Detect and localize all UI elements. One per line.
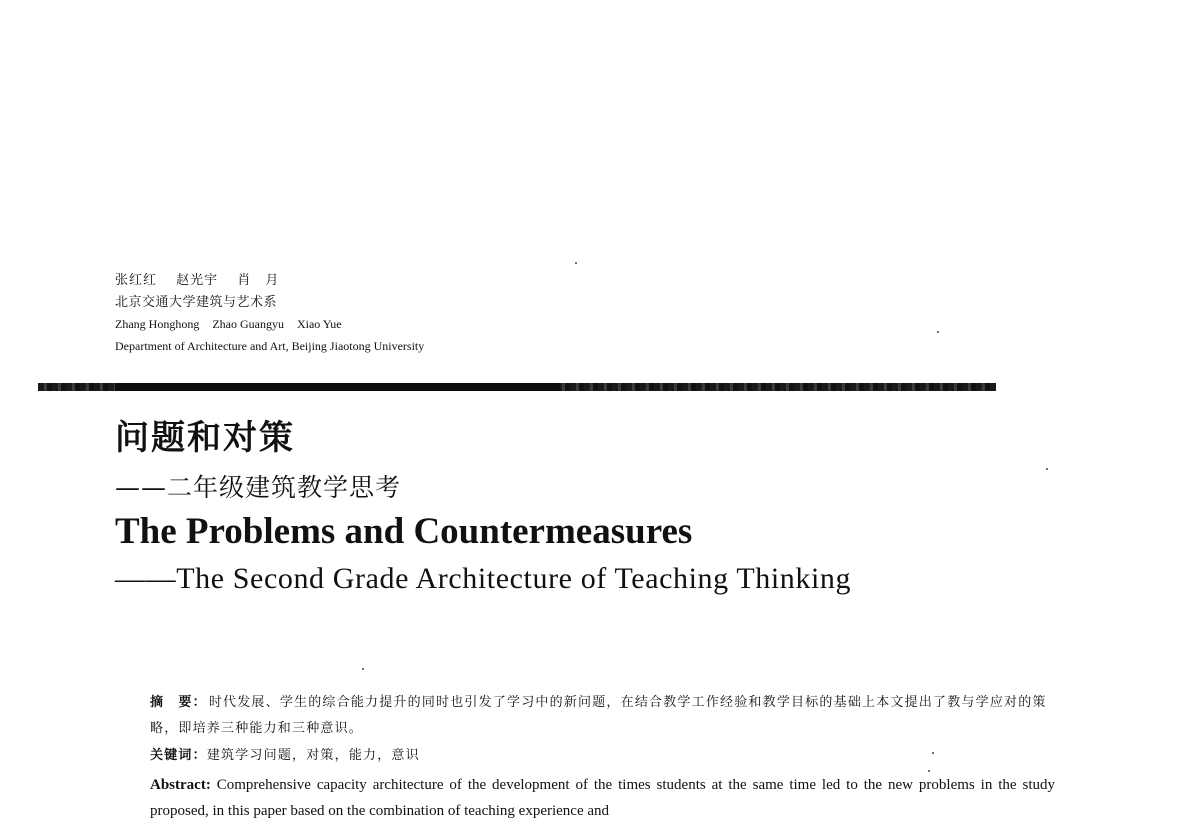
- author-en-1: Zhang Honghong: [115, 317, 200, 331]
- keywords-cn-label: 关键词：: [150, 748, 207, 763]
- author-en-3: Xiao Yue: [296, 317, 342, 331]
- scan-speck: [928, 770, 930, 772]
- header-rule-dark: [115, 383, 560, 391]
- authors-en: [115, 314, 424, 336]
- scan-speck: [1046, 468, 1048, 470]
- subtitle-en: ——The Second Grade Architecture of Teaching Thinking: [115, 562, 852, 595]
- author-block: [115, 270, 424, 356]
- abstract-cn-label: 摘 要：: [150, 695, 207, 710]
- abstract-en-text: Comprehensive capacity architecture of the development of the times students at the same time led to the new problems in the study proposed, in this paper based on the combination of teaching experience and: [150, 777, 1055, 819]
- keywords-cn-text: 建筑学习问题，对策，能力，意识: [206, 748, 420, 763]
- abstract-cn-text: 时代发展、学生的综合能力提升的同时也引发了学习中的新问题，在结合教学工作经验和教学目标的基础上本文提出了教与学应对的策略，即培养三种能力和三种意识。: [150, 695, 1047, 736]
- scan-speck: [575, 262, 577, 264]
- author-cn-2: 赵光宇: [176, 273, 219, 288]
- affiliation-en: Department of Architecture and Art, Beijing Jiaotong University: [115, 339, 425, 353]
- abstract-block: [150, 690, 1055, 824]
- abstract-en-label: Abstract:: [150, 777, 211, 793]
- abstract-cn: [150, 690, 1055, 742]
- scan-speck: [937, 331, 939, 333]
- author-en-2: Zhao Guangyu: [212, 317, 284, 331]
- scan-speck: [932, 752, 934, 754]
- title-en: The Problems and Countermeasures: [115, 511, 693, 552]
- scan-speck: [362, 668, 364, 670]
- authors-cn: [115, 270, 424, 292]
- abstract-en: [150, 772, 1055, 824]
- affiliation-cn: 北京交通大学建筑与艺术系: [115, 295, 278, 310]
- author-cn-3: 肖 月: [237, 273, 280, 288]
- subtitle-cn: ——二年级建筑教学思考: [115, 473, 402, 502]
- title-cn: 问题和对策: [115, 418, 295, 458]
- author-cn-1: 张红红: [115, 273, 158, 288]
- keywords-cn: [150, 744, 1055, 768]
